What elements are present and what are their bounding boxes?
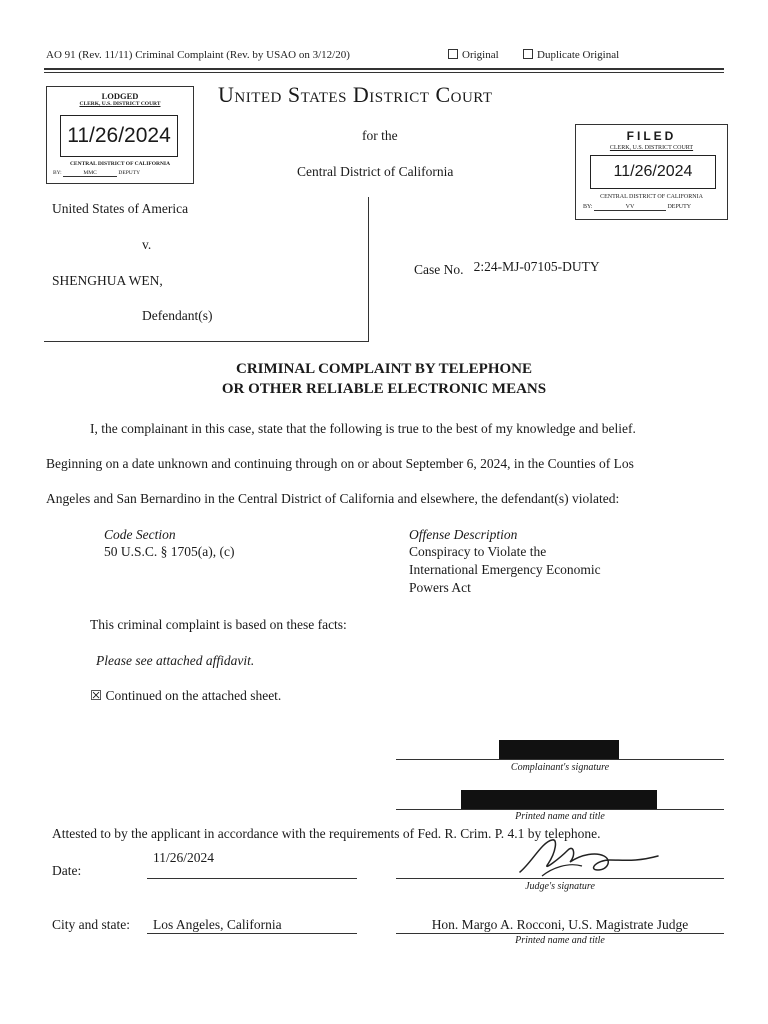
- complaint-title-line1: CRIMINAL COMPLAINT BY TELEPHONE: [235, 361, 532, 377]
- case-label: Case No.: [414, 262, 464, 277]
- city-label: City and state:: [52, 917, 130, 932]
- continued-checkbox[interactable]: [90, 688, 281, 704]
- court-district: Central District of California: [297, 164, 454, 179]
- statement-line2: Beginning on a date unknown and continuing through on or about September 6, 2024, in the Counties of Los: [46, 456, 634, 471]
- lodged-initials: MMC: [63, 170, 117, 177]
- city-value: Los Angeles, California: [153, 917, 282, 932]
- duplicate-checkbox[interactable]: [523, 49, 619, 61]
- offense-header: Offense Description: [409, 527, 518, 542]
- filed-title: FILED: [626, 129, 677, 143]
- filed-deputy: DEPUTY: [667, 204, 692, 210]
- defendant-name: SHENGHUA WEN,: [52, 273, 163, 288]
- checked-box-icon: ☒: [90, 688, 103, 703]
- complainant-signature-caption: Complainant's signature: [510, 762, 610, 773]
- redaction-printed-name: [461, 790, 657, 809]
- lodged-title: LODGED: [101, 91, 139, 101]
- offense-line2: International Emergency Economic: [409, 562, 601, 577]
- form-id: AO 91 (Rev. 11/11) Criminal Complaint (Rev. by USAO on 3/12/20): [46, 49, 350, 61]
- versus: v.: [142, 237, 152, 252]
- lodged-district: CENTRAL DISTRICT OF CALIFORNIA: [69, 161, 171, 167]
- code-section-header: Code Section: [104, 527, 176, 542]
- original-checkbox[interactable]: [448, 49, 499, 61]
- filed-by: BY:: [583, 204, 593, 210]
- judge-signature-caption: Judge's signature: [525, 881, 595, 892]
- complaint-title-line2: OR OTHER RELIABLE ELECTRONIC MEANS: [221, 381, 547, 397]
- offense-line3: Powers Act: [409, 580, 471, 595]
- judge-signature: [512, 832, 662, 882]
- duplicate-label: Duplicate Original: [537, 49, 620, 61]
- date-label: Date:: [52, 863, 82, 878]
- case-number-field: [414, 259, 600, 278]
- filed-date: 11/26/2024: [613, 163, 693, 180]
- redaction-complainant-signature: [499, 740, 619, 759]
- attestation: Attested to by the applicant in accordance with the requirements of Fed. R. Crim. P. 4.1 by telephone.: [52, 826, 601, 841]
- header-rule-thick: [44, 68, 724, 70]
- filed-stamp: [575, 124, 728, 220]
- caption-bottom-border: [44, 341, 369, 342]
- date-line: [147, 878, 357, 879]
- lodged-deputy: DEPUTY: [118, 170, 141, 176]
- printed-name-caption: Printed name and title: [515, 811, 605, 822]
- filed-district: CENTRAL DISTRICT OF CALIFORNIA: [600, 194, 703, 200]
- lodged-clerk: CLERK, U.S. DISTRICT COURT: [79, 101, 161, 107]
- complainant-signature-line: [396, 759, 724, 760]
- city-line: [147, 933, 357, 934]
- caption-right-border: [368, 197, 369, 342]
- date-value: 11/26/2024: [153, 850, 215, 865]
- checkbox-icon: [523, 49, 533, 59]
- filed-clerk: CLERK, U.S. DISTRICT COURT: [609, 145, 694, 151]
- lodged-stamp: [46, 86, 194, 184]
- lodged-by: BY:: [53, 170, 62, 176]
- court-title: United States District Court: [218, 82, 493, 107]
- code-section: 50 U.S.C. § 1705(a), (c): [104, 544, 235, 559]
- filed-initials: VV: [594, 204, 666, 211]
- checkbox-icon: [448, 49, 458, 59]
- filed-date-box: [590, 155, 716, 189]
- offense-line1: Conspiracy to Violate the: [409, 544, 547, 559]
- for-the: for the: [362, 128, 398, 143]
- defendant-label: Defendant(s): [142, 308, 213, 323]
- judge-name: Hon. Margo A. Rocconi, U.S. Magistrate Judge: [431, 917, 689, 932]
- judge-name-line: [396, 933, 724, 934]
- original-label: Original: [462, 49, 499, 61]
- statement-line3: Angeles and San Bernardino in the Central District of California and elsewhere, the defendant(s) violated:: [46, 491, 620, 506]
- judge-signature-line: [396, 878, 724, 879]
- judge-printed-caption: Printed name and title: [515, 935, 605, 946]
- plaintiff: United States of America: [52, 201, 189, 216]
- lodged-by-line: [53, 170, 187, 177]
- filed-by-line: [583, 204, 721, 211]
- facts: Please see attached affidavit.: [96, 653, 255, 668]
- continued-label: Continued on the attached sheet.: [105, 688, 282, 703]
- facts-intro: This criminal complaint is based on these facts:: [90, 617, 347, 632]
- lodged-date-box: [60, 115, 178, 157]
- case-number: 2:24-MJ-07105-DUTY: [473, 259, 600, 274]
- lodged-date: 11/26/2024: [67, 124, 171, 147]
- printed-name-line: [396, 809, 724, 810]
- header-rule-thin: [44, 72, 724, 73]
- statement: I, the complainant in this case, state that the following is true to the best of my knowledge and belief.: [90, 421, 636, 436]
